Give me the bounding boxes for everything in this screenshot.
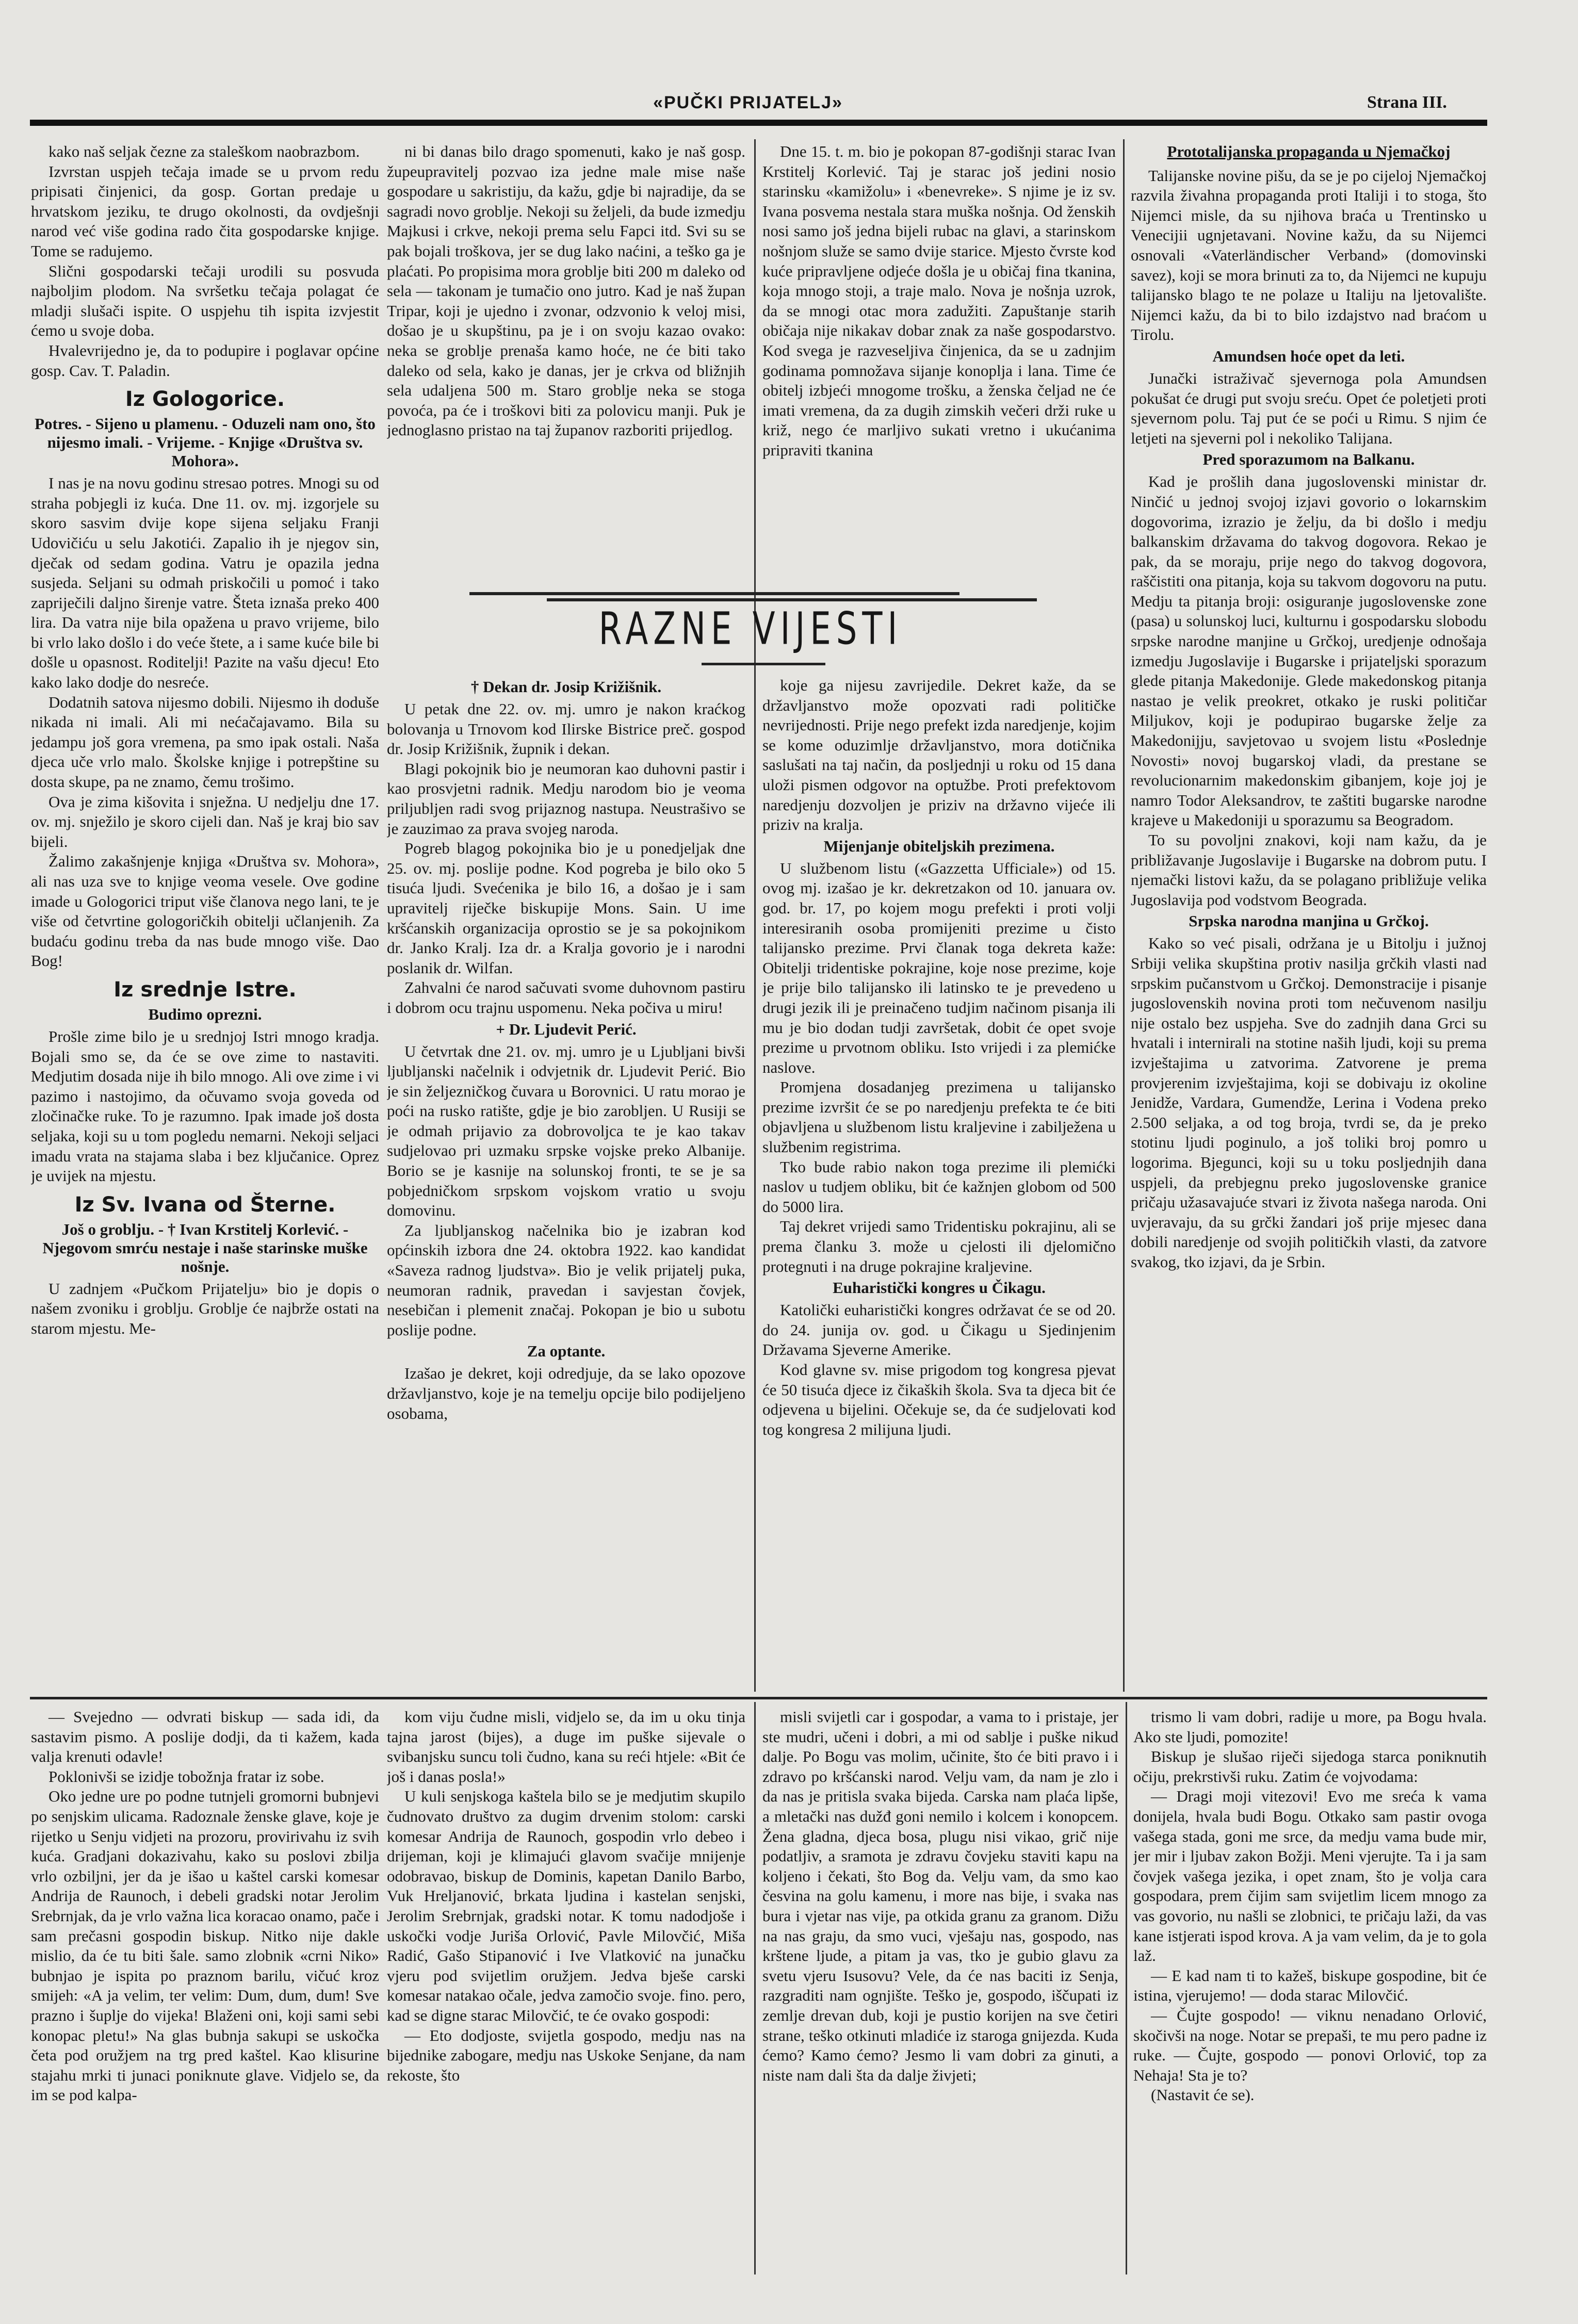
paragraph: Izvrstan uspjeh tečaja imade se u prvom redu pripisati činjenici, da gosp. Gortan predaje u hrvatskom jeziku, te drugo okolnosti, da ovdješnji narod već više godina rado čita gospodarske knjige. Tome se radujemo. [31,162,379,260]
article-subheading: Amundsen hoće opet da leti. [1212,347,1405,365]
article-subheading: Budimo oprezni. [148,1005,262,1023]
paragraph: Tko bude rabio nakon toga prezime ili plemićki naslov u tudjem obliku, bit će kažnjen globom od 500 do 5000 lira. [762,1157,1116,1216]
newspaper-title: «PUČKI PRIJATELJ» [653,93,843,112]
paragraph: Promjena dosadanjeg prezimena u talijansko prezime izvršit će se po naredjenju prefekta te će biti objavljena u službenom listu kraljevine i zabilježena u službenim registrima. [762,1078,1116,1156]
paragraph: — Čujte gospodo! — viknu nenadano Orlović, skočivši na noge. Notar se prepaši, te mu pero padne iz ruke. — Čujte, gospodo — ponovi Orlović, top za Nehaja! Sta je to? [1133,2006,1487,2084]
paragraph: U zadnjem «Pučkom Prijatelju» bio je dopis o našem zvoniku i groblju. Groblje će najbrže ostati na starom mjestu. Me- [31,1279,379,1337]
paragraph: Poklonivši se izidje tobožnja fratar iz sobe. [48,1767,324,1786]
top-column-2 [387,142,745,580]
header-rule [30,120,1487,126]
paragraph: Pogreb blagog pokojnika bio je u ponedjeljak dne 25. ov. mj. poslije podne. Kod pogreba je bilo oko 5 tisuća ljudi. Svećenika je bilo 16, a došao je i sam upravitelj riječke biskupije Mons. Sain. U ime kršćanskih organizacija oprostio se je sa pokojnikom dr. Janko Kralj. Iza dr. a Kralja govorio je i narodni poslanik dr. Wilfan. [387,839,745,977]
article-subheading: Pred sporazumom na Balkanu. [1202,450,1415,469]
banner-rule [702,663,825,665]
paragraph: Talijanske novine pišu, da se je po cijeloj Njemačkoj razvila živahna propaganda proti Italiji i to stoga, što Nijemci misle, da su njihova braća u Trentinsko u Venecijii ugnjetavani. Novine kažu, da su Nijemci osnovali «Vaterländischer Verband» (domovinski savez), koji se mora brinuti za to, da Nijemci ne kupuju talijansko blago te ne polaze u Italiju na ljetovalište. Nijemci kažu, da bi to bilo izdajstvo nad braćom u Tirolu. [1131,166,1487,344]
column-divider [754,139,756,1692]
article-subheading: Potres. - Sijeno u plamenu. - Oduzeli nam ono, što nijesmo imali. - Vrijeme. - Knjige «Društva sv. Mohora». [35,415,376,470]
article-subheading: Prototalijanska propaganda u Njemačkoj [1167,142,1451,160]
paragraph: I nas je na novu godinu stresao potres. Mnogi su od straha pobjegli iz kuća. Dne 11. ov. mj. izgorjele su skoro sasvim dvije kope sijena seljaku Franji Udovičiću u selu Jakotići. Zapalio ih je njegov sin, dječak od sedam godina. Vatru je opazila jedna susjeda. Seljani su odmah priskočili u pomoć i tako zapriječili daljno širenje vatre. Šteta iznaša preko 400 lira. Da vatra nije bila opažena u pravo vrijeme, bilo bi vrlo lako došlo i do veće štete, a i same kuće bile bi došle u opasnost. Roditelji! Pazite na vašu djecu! Eto kako lako dodje do nesreće. [31,474,379,692]
paragraph: Dne 15. t. m. bio je pokopan 87-godišnji starac Ivan Krstitelj Korlević. Taj je starac još jedini nosio starinsku «kamižolu» i «benevreke». S njime je iz sv. Ivana posvema nestala stara muška nošnja. Od ženskih nosi samo još jedna bijeli rubac na glavi, a starinskom nošnjom služe se samo dvije starice. Mjesto čvrste kod kuće pripravljene odjeće došla je u običaj fina tkanina, koja mnogo stoji, a traje malo. Nova je nošnja uzrok, da se mnogi otac mora zadužiti. Zapuštanje starih običaja nije nikakav dobar znak za naše gospodarstvo. Kod svega je razveseljiva činjenica, da se u zadnjim godinama pomnožava sijanje konoplja i lana. Time će obitelj izbjeći mnogome trošku, a ženska čeljad ne će imati vremena, da za dugih zimskih večeri drži ruke u križ, nego će marljivo sukati vretno i ukućanima pripraviti tkanina [762,142,1116,459]
section-rule [30,1697,1487,1699]
paragraph: Kad je prošlih dana jugoslovenski ministar dr. Ninčić u jednoj svojoj izjavi govorio o lokarnskim dogovorima, izrazio je želju, da bi došlo i medju balkanskim državama do takvog dogovora. Rekao je pak, da se moraju, prije nego do takvog dogovora, raščistiti ona pitanja, koja su takvom dogovoru na putu. Medju ta pitanja broji: osiguranje jugoslovenske zone (pasa) u solunskoj luci, kulturnu i gospodarsku slobodu srpske narodne manjine u Grčkoj, uredjenje odnošaja izmedju Jugoslavije i Bugarske i prijateljski sporazum glede pitanja Makedonije. Glede makedonskog pitanja nastao je velik preokret, otkako je ruski političar Miljukov, koji je podupirao bugarske želje za Makedonijju, savjetovao u svojem listu «Poslednje Novosti» novoj bugarskoj vladi, da prestane se revolucionarnim makedonskim gibanjem, koje joj je namro Todor Aleksandrov, te zaštiti bugarske narodne krajeve u Makedoniji u sporazumu sa Beogradom. [1131,472,1487,829]
paragraph: kako naš seljak čezne za staleškom naobrazbom. [48,142,360,160]
paragraph: U kuli senjskoga kaštela bilo se je medjutim skupilo čudnovato društvo za dugim drvenim stolom: carski komesar Andrija de Raunoch, gospodin vrlo debeo i drijeman, koji je klimajući glavom svačije mnijenje odobravao, biskup de Dominis, kapetan Danilo Barbo, Vuk Hreljanović, brkata ljudina i kastelan senjski, Jerolim Srebrnjak, gradski notar. K tomu nadodjoše i uskočki vodje Juriša Orlović, Pavle Milovčić, Miša Radić, Gašo Stipanović i Ive Vlatković na junačku vjeru pod svijetlim oružjem. Jedva bješe carski komesar natakao očale, jedva zamočio svoje. fino. pero, kad se digne starac Milovčić, te će ovako gospodi: [387,1787,745,2024]
paragraph: — E kad nam ti to kažeš, biskupe gospodine, bit će istina, vjerujemo! — doda starac Milovčić. [1133,1966,1487,2005]
serial-column-2 [387,1707,745,2274]
article-subheading: + Dr. Ljudevit Perić. [496,1020,637,1038]
paragraph: (Nastavit će se). [1151,2086,1255,2104]
paragraph: Kako so već pisali, održana je u Bitolju i južnoj Srbiji velika skupština protiv nasilja grčkih vlasti nad srpskim pučanstvom u Grčkoj. Demonstracije i pisanje jugoslovenskih novina proti tom nečuvenom nasilju nije ostalo bez uspjeha. Sve do zadnjih dana Grci su hvatali i internirali na stotine naših ljudi, koji su prema izvještajima u zatvorima. Zatvorene je prema provjerenim izvještajima, koji se dobivaju iz okoline Jenidže, Vardara, Gumendže, Lerina i Vodena preko 2.500 seljaka, a od tog broja, tvrdi se, da je preko stotinu ljudi poginulo, a još toliki broj pomro u logorima. Bjegunci, koji su u toku posljednjih dana uspjeli, da prebjegnu preko jugoslovenske granice pričaju užasavajuće stvari iz života našega naroda. Oni uvjeravaju, da su grčki žandari još prije mjesec dana dobili naredjenje od svojih političkih vlasti, da zatvore svakog, tko izjavi, da je Srbin. [1131,934,1487,1271]
article-subheading: † Dekan dr. Josip Križišnik. [470,678,662,696]
paragraph: — Dragi moji vitezovi! Evo me sreća k vama donijela, hvala budi Bogu. Otkako sam pastir ovoga vašega stada, goni me srce, da medju vama bude mir, jer mir i ljubav zakon Božji. Meni vjerujte. Ta i ja sam čovjek vašega jezika, i opet znam, što je volja cara gospodara, prem čijim sam svijetlim licem mnogo za vas govorio, nu našli se zlobnici, te pričaju laži, da vas kane istjerati ispod krova. A ja vam velim, da je to gola laž. [1133,1787,1487,1965]
paragraph: — Eto dodjoste, svijetla gospodo, medju nas na bijednike zabogare, medju nas Uskoke Senjane, da nam rekoste, što [387,2026,745,2084]
paragraph: Oko jedne ure po podne tutnjeli gromorni bubnjevi po senjskim ulicama. Radoznale ženske glave, koje je rijetko u Senju vidjeti na prozoru, provirivahu iz svih kuća. Gradjani dokazivahu, kako su poslovi zbilja vrlo ozbiljni, jer da je išao u kaštel carski komesar Andrija de Raunoch, i debeli gradski notar Jerolim Srebrnjak, da je vrlo važna lica koracao onamo, pače i sam prečasni gospodin biskup. Nitko nije dakle mislio, da će tu biti šale. samo zlobnik «crni Niko» bubnjao je ispita po praznom barilu, vičuć kroz smijeh: «A ja velim, ter velim: Dum, dum, dum! Sve prazno i šuplje do vijeka! Blaženi oni, koji sami sebi konopac pletu!» Na glas bubnja sakupi se uskočka četa pod oružjem na trg pred kaštel. Kao klisurine stajahu mrki ti junaci poniknute glave. Vidjelo se, da im se pod kalpa- [31,1787,379,2104]
paragraph: Zahvalni će narod sačuvati svome duhovnom pastiru i dobrom ocu trajnu uspomenu. Neka počiva u miru! [387,978,745,1017]
article-heading: Iz Gologorice. [125,387,285,412]
banner-rule [469,592,959,595]
paragraph: Biskup je slušao riječi sijedoga starca poniknutih očiju, prekrstivši ruku. Zatim će vojvodama: [1133,1747,1487,1786]
article-heading: Iz srednje Istre. [113,977,297,1002]
paragraph: Dodatnih satova nijesmo dobili. Nijesmo ih doduše nikada ni imali. Ali mi nećačajavamo. Bila su jedampu još gora vremena, pa smo ipak ostali. Naša djeca uče vrlo malo. Školske knjige i potrepštine su dosta skupe, pa ne znamo, čemu trošimo. [31,693,379,791]
serial-column-3 [762,1707,1118,2274]
paragraph: To su povoljni znakovi, koji nam kažu, da je približavanje Jugoslavije i Bugarske na dobrom putu. I njemački listovi kažu, da se polagano približuje velika Jugoslavija pod vodstvom Beograda. [1131,831,1487,909]
article-subheading: Euharistički kongres u Čikagu. [833,1279,1046,1297]
paragraph: Katolički euharistički kongres održavat će se od 20. do 24. junija ov. god. u Čikagu u Sjedinjenim Državama Sjeverne Amerike. [762,1301,1116,1359]
paragraph: ni bi danas bilo drago spomenuti, kako je naš gosp. župeupravitelj pozvao iza jedne male mise naše gospodare u sakristiju, da kažu, gdje bi najradije, da se sagradi novo groblje. Nekoji su željeli, da bude izmedju Majkusi i crkve, nekoji prema selu Fapci itd. Svi su se pak bojali troškova, jer se dug lako naćini, a teško ga je plaćati. Po propisima mora groblje biti 200 m daleko od sela — takonam je tumačio ono jutro. Kad je naš župan Tripar, koji je ujedno i zvonar, odzvonio k veloj misi, došao je u skupštinu, pa je i on svoju kazao ovako: neka se groblje prenaša kamo hoće, ne će biti tako daleko od sela, kako je danas, jer je crkva od bližnjih sela udaljena 500 m. Staro groblje neka se stoga povoća, pa će i troškovi biti za polovicu manji. Puk je jednoglasno pristao na taj županov razboriti prijedlog. [387,142,745,439]
paragraph: Ova je zima kišovita i snježna. U nedjelju dne 17. ov. mj. snježilo je skoro cijeli dan. Naš je kraj bio sav bijeli. [31,792,379,850]
paragraph: Slični gospodarski tečaji urodili su posvuda najboljim plodom. Na svršetku tečaja polagat će mladji slušači ispite. O uspjehu tih ispita izvjestit ćemo u svoje doba. [31,261,379,340]
column-divider [754,1702,756,2274]
article-subheading: Srpska narodna manjina u Grčkoj. [1189,912,1429,930]
serial-column-4 [1133,1707,1487,2274]
news-column-2 [387,676,745,1687]
paragraph: U petak dne 22. ov. mj. umro je nakon kraćkog bolovanja u Trnovom kod Ilirske Bistrice preč. gospod dr. Josip Križišnik, župnik i dekan. [387,700,745,758]
article-subheading: Mijenjanje obiteljskih prezimena. [823,837,1055,855]
top-column-1 [31,142,379,1684]
paragraph: misli svijetli car i gospodar, a vama to i pristaje, jer ste mudri, učeni i dobri, a mi od sablje i puške nikud dalje. Po Bogu vas molim, učinite, što će biti pravo i i zdravo po kršćanski narod. Velju vam, da nam je zlo i da nas je pritisla svaka bijeda. Carska nam plaća lipše, a mletački nas dužđ goni nemilo i kolcem i konopcem. Žena gladna, djeca bosa, plugu nisi vikao, grič nije podatljiv, a sramota je zdravu čovjeku staviti kapu na koljeno i čekati, što Bog da. Velju vam, da smo kao česvina na golu kamenu, i more nas bije, i svaka nas bura i vjetar nas vije, pa otkida granu za granom. Dižu na nas graju, da smo vuci, vješaju nas, gospodo, nas krštene ljude, a pitam ja vas, tko je gubio glavu za svetu vjeru Isusovu? Vele, da će nas baciti iz Senja, razgraditi nam ognjište. Teško je, gospodo, iščupati iz zemlje drevan dub, koji je pustio korijen na sve četiri strane, teško otkinuti mladiće iz staroga gnijezda. Kuda ćemo? Kamo ćemo? Jesmo li vam dobri za ginuti, a niste nam dali šta da dalje živjeti; [762,1708,1118,2084]
serial-column-1 [31,1707,379,2274]
paragraph: Žalimo zakašnjenje knjiga «Društva sv. Mohora», ali nas uza sve to knjige veoma vesele. Ove godine imade u Gologorici triput više članova nego lani, te je više od četvrtine gologoričkih obitelji učlanjenih. Za budaću godinu treba da nas bude mnogo više. Dao Bog! [31,852,379,970]
paragraph: Za ljubljanskog načelnika bio je izabran kod općinskih izbora dne 24. oktobra 1922. kao kandidat «Saveza radnog ljudstva». Bio je velik prijatelj puka, neumoran radnik, pravedan i savjestan čovjek, nesebičan i plemenit značaj. Pokopan je bio u subotu poslije podne. [387,1221,745,1339]
paragraph: Taj dekret vrijedi samo Tridentisku pokrajinu, ali se prema članku 3. može u cjelosti ili djelomično protegnuti i na druge pokrajine kraljevine. [762,1217,1116,1275]
paragraph: U službenom listu («Gazzetta Ufficiale») od 15. ovog mj. izašao je kr. dekretzakon od 10. januara ov. god. br. 17, po kojem mogu prefekti i proti volji interesiranih osoba promijeniti prezime u čisto talijansko prezime. Prvi članak toga dekreta kaže: Obitelji tridentiske pokrajine, koje nose prezime, koje je prije bilo talijansko ili latinsko te je prevedeno u drugi jezik ili je preinačeno tudjim načinom pisanja ili mu je bio dodan tudji završetak, dobit će opet svoje prezime u prvotnom obliku. Isto vrijedi i za plemićke naslove. [762,859,1116,1076]
paragraph: U četvrtak dne 21. ov. mj. umro je u Ljubljani bivši ljubljanski načelnik i odvjetnik dr. Ljudevit Perić. Bio je sin željezničkog čuvara u Borovnici. U ratu morao je poći na rusko ratište, gdje je bio zarobljen. U Rusiji se je odmah prijavio za dobrovoljca te je kao takav sudjelovao pri uzmaku srpske vojske preko Albanije. Borio se je kasnije na solunskoj fronti, te se je sa pobjedničkom srpskom vojskom vratio u svoju domovinu. [387,1042,745,1220]
paragraph: — Svejedno — odvrati biskup — sada idi, da sastavim pismo. A poslije dodji, da ti kažem, kada valja krenuti odavle! [31,1708,379,1766]
column-divider [1123,139,1125,1692]
paragraph: koje ga nijesu zavrijedile. Dekret kaže, da se državljanstvo može opozvati radi političke nevrijednosti. Prije nego prefekt izda naredjenje, kojim se kome oduzimlje državljanstvo, mora dotičnika saslušati na taj način, da posljednji u roku od 15 dana uloži pismen odgovor na optužbe. Proti prefektovom naredjenju dozvoljen je priziv na državno vijeće ili priziv na kralja. [762,676,1116,834]
paragraph: kom viju čudne misli, vidjelo se, da im u oku tinja tajna jarost (bijes), a duge im puške sijevale o svibanjsku suncu toli čudno, kana su reći htjele: «Bit će još i danas posla!» [387,1708,745,1786]
paragraph: Blagi pokojnik bio je neumoran kao duhovni pastir i kao prosvjetni radnik. Medju narodom bio je veoma priljubljen radi svog prijaznog nastupa. Neustrašivo se je zauzimao za prava svojeg naroda. [387,759,745,838]
article-heading: Iz Sv. Ivana od Šterne. [74,1192,336,1217]
top-column-3 [762,142,1116,580]
top-column-4 [1131,142,1487,1689]
paragraph: Hvalevrijedno je, da to podupire i poglavar općine gosp. Cav. T. Paladin. [31,341,379,380]
article-subheading: Za optante. [527,1342,606,1361]
paragraph: Prošle zime bilo je u srednjoj Istri mnogo kradja. Bojali smo se, da će se ove zime to nastaviti. Medjutim dosada nije ih bilo mnogo. Ali ove zime i vi pazimo i nastojimo, da očuvamo svoja goveda od zločinačke ruke. To je razumno. Ipak imade još dosta seljaka, koji su u tom pogledu nemarni. Nekoji seljaci imadu vrata na stajama slaba i bez ključanice. Oprez je uvijek na mjestu. [31,1027,379,1185]
paragraph: Junački istraživač sjevernoga pola Amundsen pokušat će drugi put svoju sreću. Opet će poletjeti proti sjevernom polu. Taj put će se poći u Rimu. S njim će letjeti na sjeverni pol i nekoliko Talijana. [1131,369,1487,447]
paragraph: Izašao je dekret, koji odredjuje, da se lako opozove državljanstvo, koje je na temelju opcije bilo podijeljeno osobama, [387,1364,745,1422]
article-subheading: Još o groblju. - † Ivan Krstitelj Korlević. - Njegovom smrću nestaje i naše starinske muške nošnje. [42,1220,368,1275]
section-banner [454,583,1047,670]
page-number: Strana III. [1367,93,1447,112]
column-divider [1126,1702,1127,2274]
news-column-3 [762,676,1116,1687]
paragraph: trismo li vam dobri, radije u more, pa Bogu hvala. Ako ste ljudi, pomozite! [1133,1708,1487,1746]
paragraph: Kod glavne sv. mise prigodom tog kongresa pjevat će 50 tisuća djece iz čikaških škola. Sva ta djeca bit će odjevena u bijelini. Očekuje se, da će sudjelovati kod tog kongresa 2 milijuna ljudi. [762,1361,1116,1438]
section-title: RAZNE VIJESTI [598,603,903,655]
